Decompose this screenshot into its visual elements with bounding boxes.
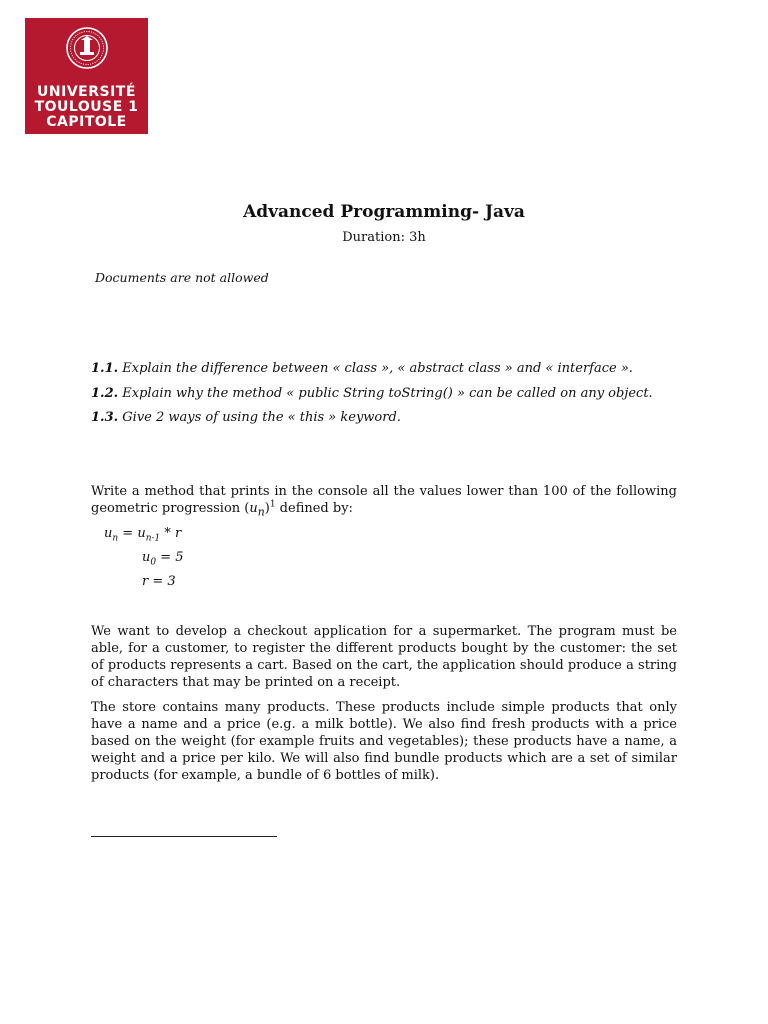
university-seal-icon [65,26,109,70]
intro-variable: u [249,501,258,516]
formula-tail: * r [160,526,182,541]
formula-ratio: r = 3 [142,574,176,589]
formula-lhs: u [142,550,151,565]
formula-initial-value [142,549,184,566]
intro-variable-subscript: n [257,505,265,519]
logo-line-2: TOULOUSE 1 [34,99,139,115]
question-list [91,360,691,434]
formula-recurrence [104,525,181,542]
university-logo [25,18,148,134]
formula-lhs-subscript: 0 [150,557,157,568]
formula-tail: = 5 [156,550,184,565]
formula-lhs: u [104,526,113,541]
question-item [91,385,691,410]
logo-line-1: UNIVERSITÉ [37,84,136,100]
question-number: 1.3. [91,410,119,425]
intro-text-after: defined by: [275,501,353,516]
intro-text-before: Write a method that prints in the console all the values lower than 100 of the following geometric progression ( [91,484,677,516]
question-item [91,360,691,385]
documents-note: Documents are not allowed [95,270,269,285]
exam-duration: Duration: 3h [342,230,426,245]
formula-equals: = [118,526,138,541]
question-text: Give 2 ways of using the « this » keyword. [118,410,401,425]
checkout-paragraph-2: The store contains many products. These products include simple products that only have a name and a price (e.g. a milk bottle). We also find fresh products with a price based on the weight (for example fruits and vegetables); these products have a name, a weight and a price per kilo. We will also find bundle products which are a set of similar products (for example, a bundle of 6 bottles of milk). [91,700,677,783]
footnote-separator [91,836,277,837]
logo-wordmark [25,85,148,130]
question-text: Explain why the method « public String toString() » can be called on any object. [118,385,653,401]
checkout-paragraph-1: We want to develop a checkout application for a supermarket. The program must be able, for a customer, to register the different products bought by the customer: the set of products represents a cart. Based on the cart, the application should produce a string of characters that may be printed on a receipt. [91,624,677,690]
formula-rhs-subscript: n-1 [145,533,161,544]
question-item [91,409,691,434]
formula-lhs-subscript: n [112,533,119,544]
progression-intro-paragraph [91,483,677,521]
formula-rhs: u [137,526,146,541]
footnote-marker: 1 [269,499,276,510]
question-text: Explain the difference between « class », « abstract class » and « interface ». [118,361,633,376]
logo-line-3: CAPITOLE [46,114,127,130]
intro-paren-close: ) [264,501,270,516]
question-number: 1.1. [91,361,119,376]
document-title: Advanced Programming- Java [243,202,525,222]
question-number: 1.2. [91,385,119,401]
